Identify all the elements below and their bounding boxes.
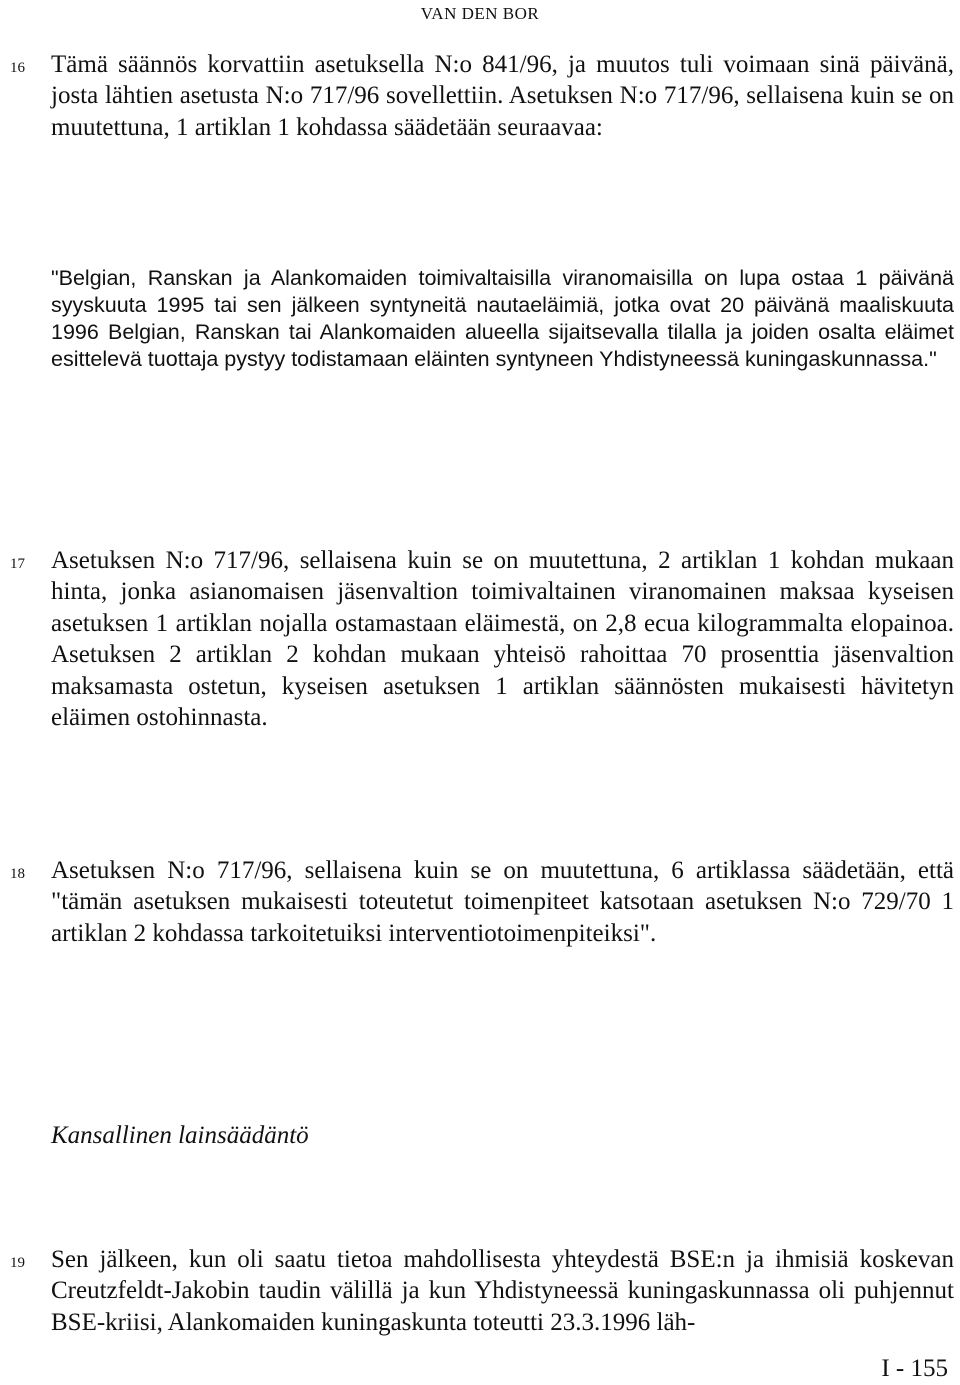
- paragraph-18: Asetuksen N:o 717/96, sellaisena kuin se on muutettuna, 6 artiklassa säädetään, että "tämän asetuksen mukaisesti toteutetut toimenpiteet katsotaan asetuksen N:o 729/70 1 artiklan 2 kohdassa tarkoitetuiksi interventiotoimenpiteiksi".: [51, 857, 954, 947]
- paragraph-16: Tämä säännös korvattiin asetuksella N:o 841/96, ja muutos tuli voimaan sinä päivänä, josta lähtien asetusta N:o 717/96 sovellettiin. Asetuksen N:o 717/96, sellaisena kuin se on muutettuna, 1 artiklan 1 kohdassa säädetään seuraavaa:: [51, 51, 954, 141]
- paragraph-number-16: 16: [10, 60, 25, 76]
- paragraph-19: Sen jälkeen, kun oli saatu tietoa mahdollisesta yhteydestä BSE:n ja ihmisiä koskevan Creutzfeldt-Jakobin taudin välillä ja kun Yhdistyneessä kuningaskunnassa oli puhjennut BSE-kriisi, Alankomaiden kuningaskunta toteutti 23.3.1996 läh-: [51, 1246, 954, 1336]
- paragraph-number-18: 18: [10, 866, 25, 882]
- page-number: I - 155: [881, 1355, 948, 1382]
- paragraph-number-17: 17: [10, 556, 25, 572]
- section-heading: Kansallinen lainsäädäntö: [51, 1122, 309, 1149]
- running-head: VAN DEN BOR: [420, 4, 540, 23]
- paragraph-number-19: 19: [10, 1255, 25, 1271]
- quoted-provision: "Belgian, Ranskan ja Alankomaiden toimivaltaisilla viranomaisilla on lupa ostaa 1 päivänä syyskuuta 1995 tai sen jälkeen syntyneitä nautaeläimiä, jotka ovat 20 päivänä maaliskuuta 1996 Belgian, Ranskan tai Alankomaiden alueella sijaitsevalla tilalla ja joiden osalta eläimet esittelevä tuottaja pystyy todistamaan eläinten syntyneen Yhdistyneessä kuningaskunnassa.": [51, 266, 954, 371]
- paragraph-17: Asetuksen N:o 717/96, sellaisena kuin se on muutettuna, 2 artiklan 1 kohdan mukaan hinta, jonka asianomaisen jäsenvaltion toimivaltainen viranomainen maksaa kyseisen asetuksen 1 artiklan nojalla ostamastaan eläimestä, on 2,8 ecua kilogrammalta elopainoa. Asetuksen 2 artiklan 2 kohdan mukaan yhteisö rahoittaa 70 prosenttia jäsenvaltion maksamasta ostetun, kyseisen asetuksen 1 artiklan säännösten mukaisesti hävitetyn eläimen ostohinnasta.: [51, 547, 954, 732]
